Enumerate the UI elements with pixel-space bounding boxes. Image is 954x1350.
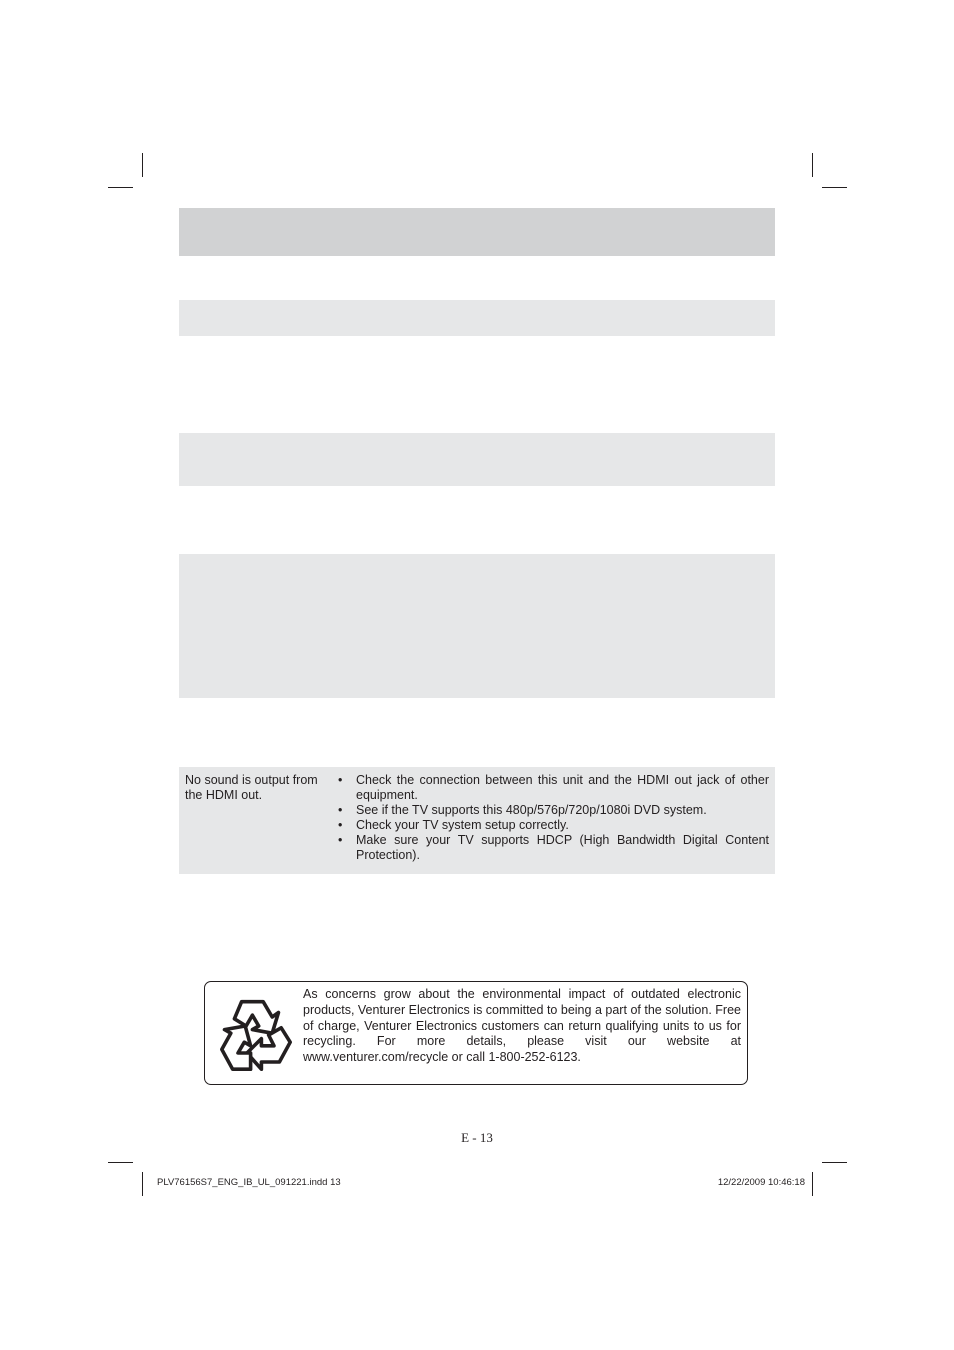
bullet-icon: •	[338, 803, 343, 817]
solution-text: See if the TV supports this 480p/576p/720p/1080i DVD system.	[356, 803, 707, 817]
file-slug: PLV76156S7_ENG_IB_UL_091221.indd 13	[157, 1177, 341, 1188]
list-item	[336, 818, 769, 833]
table-row-band	[179, 300, 775, 336]
table-header-band	[179, 208, 775, 256]
list-item	[336, 803, 769, 818]
solution-text: Make sure your TV supports HDCP (High Bandwidth Digital Content Protection).	[356, 833, 769, 862]
bullet-icon: •	[338, 773, 343, 787]
crop-mark-top-left-horizontal	[108, 187, 133, 188]
crop-mark-bottom-right-horizontal	[822, 1162, 847, 1163]
bullet-icon: •	[338, 818, 343, 832]
table-row	[179, 767, 775, 874]
date-slug: 12/22/2009 10:46:18	[717, 1177, 805, 1188]
problem-cell: No sound is output from the HDMI out.	[185, 773, 318, 802]
recycling-notice	[204, 981, 748, 1085]
crop-mark-bottom-right-vertical	[812, 1172, 813, 1196]
table-row-band	[179, 433, 775, 486]
solution-text: Check the connection between this unit and the HDMI out jack of other equipment.	[356, 773, 769, 802]
solution-text: Check your TV system setup correctly.	[356, 818, 569, 832]
recycling-text: As concerns grow about the environmental impact of outdated electronic products, Venturer Electronics is committed to being a part of the solution. Free of charge, Venturer Electronics customers can return qualifying units to us for recycling. For more details, please visit our website at www.venturer.com/recycle or call 1-800-252-6123.	[303, 987, 741, 1065]
crop-mark-bottom-left-vertical	[142, 1172, 143, 1196]
crop-mark-top-right-horizontal	[822, 187, 847, 188]
crop-mark-top-left-vertical	[142, 153, 143, 177]
bullet-icon: •	[338, 833, 343, 847]
page-number: E - 13	[461, 1130, 493, 1145]
crop-mark-bottom-left-horizontal	[108, 1162, 133, 1163]
list-item	[336, 833, 769, 863]
crop-mark-top-right-vertical	[812, 153, 813, 177]
table-row-band	[179, 554, 775, 698]
recycle-icon	[210, 990, 302, 1080]
list-item	[336, 773, 769, 803]
solution-list	[336, 773, 769, 863]
